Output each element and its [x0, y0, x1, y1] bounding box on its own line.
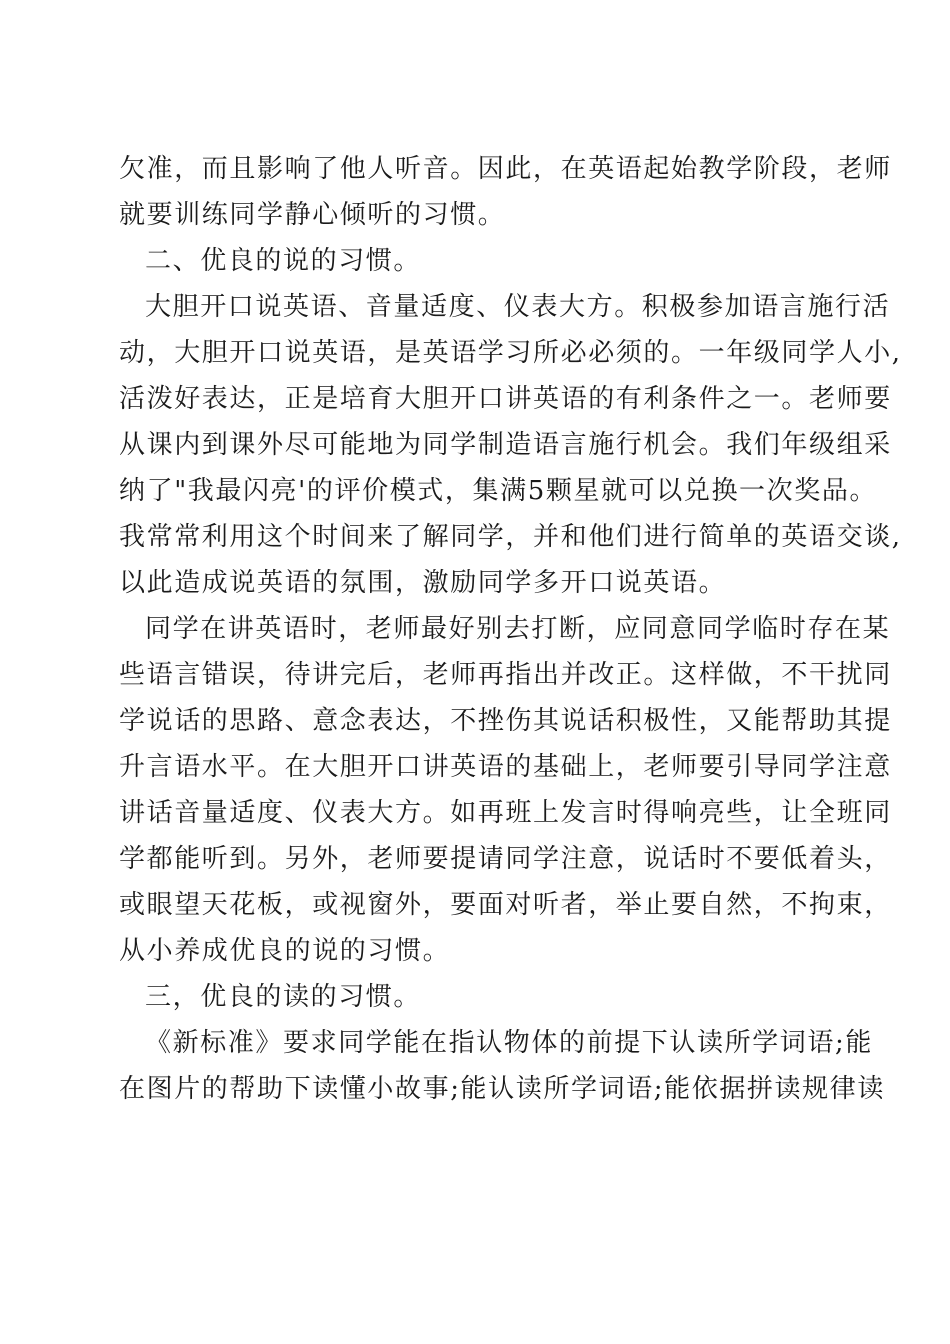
text-line: 我常常利用这个时间来了解同学，并和他们进行简单的英语交谈,	[119, 522, 902, 552]
section-heading: 二、优良的说的习惯。	[145, 246, 422, 276]
text-line: 从课内到课外尽可能地为同学制造语言施行机会。我们年级组采	[119, 430, 892, 460]
text-line: 《新标准》要求同学能在指认物体的前提下认读所学词语;能	[145, 1028, 873, 1058]
text-line: 就要训练同学静心倾听的习惯。	[119, 200, 506, 230]
text-line: 从小养成优良的说的习惯。	[119, 936, 451, 966]
text-line: 些语言错误，待讲完后，老师再指出并改正。这样做，不干扰同	[119, 660, 892, 690]
text-line: 欠准，而且影响了他人听音。因此，在英语起始教学阶段，老师	[119, 154, 892, 184]
section-heading: 三，优良的读的习惯。	[145, 982, 422, 1012]
text-line: 升言语水平。在大胆开口讲英语的基础上，老师要引导同学注意	[119, 752, 892, 782]
text-line: 以此造成说英语的氛围，激励同学多开口说英语。	[119, 568, 727, 598]
text-line: 学说话的思路、意念表达，不挫伤其说话积极性，又能帮助其提	[119, 706, 892, 736]
text-line: 讲话音量适度、仪表大方。如再班上发言时得响亮些，让全班同	[119, 798, 892, 828]
text-line: 活泼好表达，正是培育大胆开口讲英语的有利条件之一。老师要	[119, 384, 892, 414]
text-line: 同学在讲英语时，老师最好别去打断，应同意同学临时存在某	[145, 614, 891, 644]
text-line: 动，大胆开口说英语，是英语学习所必必须的。一年级同学人小,	[119, 338, 902, 368]
text-line: 学都能听到。另外，老师要提请同学注意，说话时不要低着头，	[119, 844, 892, 874]
text-line: 或眼望天花板，或视窗外，要面对听者，举止要自然，不拘束，	[119, 890, 892, 920]
text-line: 大胆开口说英语、音量适度、仪表大方。积极参加语言施行活	[145, 292, 891, 322]
text-line: 在图片的帮助下读懂小故事;能认读所学词语;能依据拼读规律读	[119, 1074, 885, 1104]
text-line: 纳了"我最闪亮'的评价模式，集满5颗星就可以兑换一次奖品。	[119, 476, 878, 506]
document-body	[119, 146, 902, 1112]
